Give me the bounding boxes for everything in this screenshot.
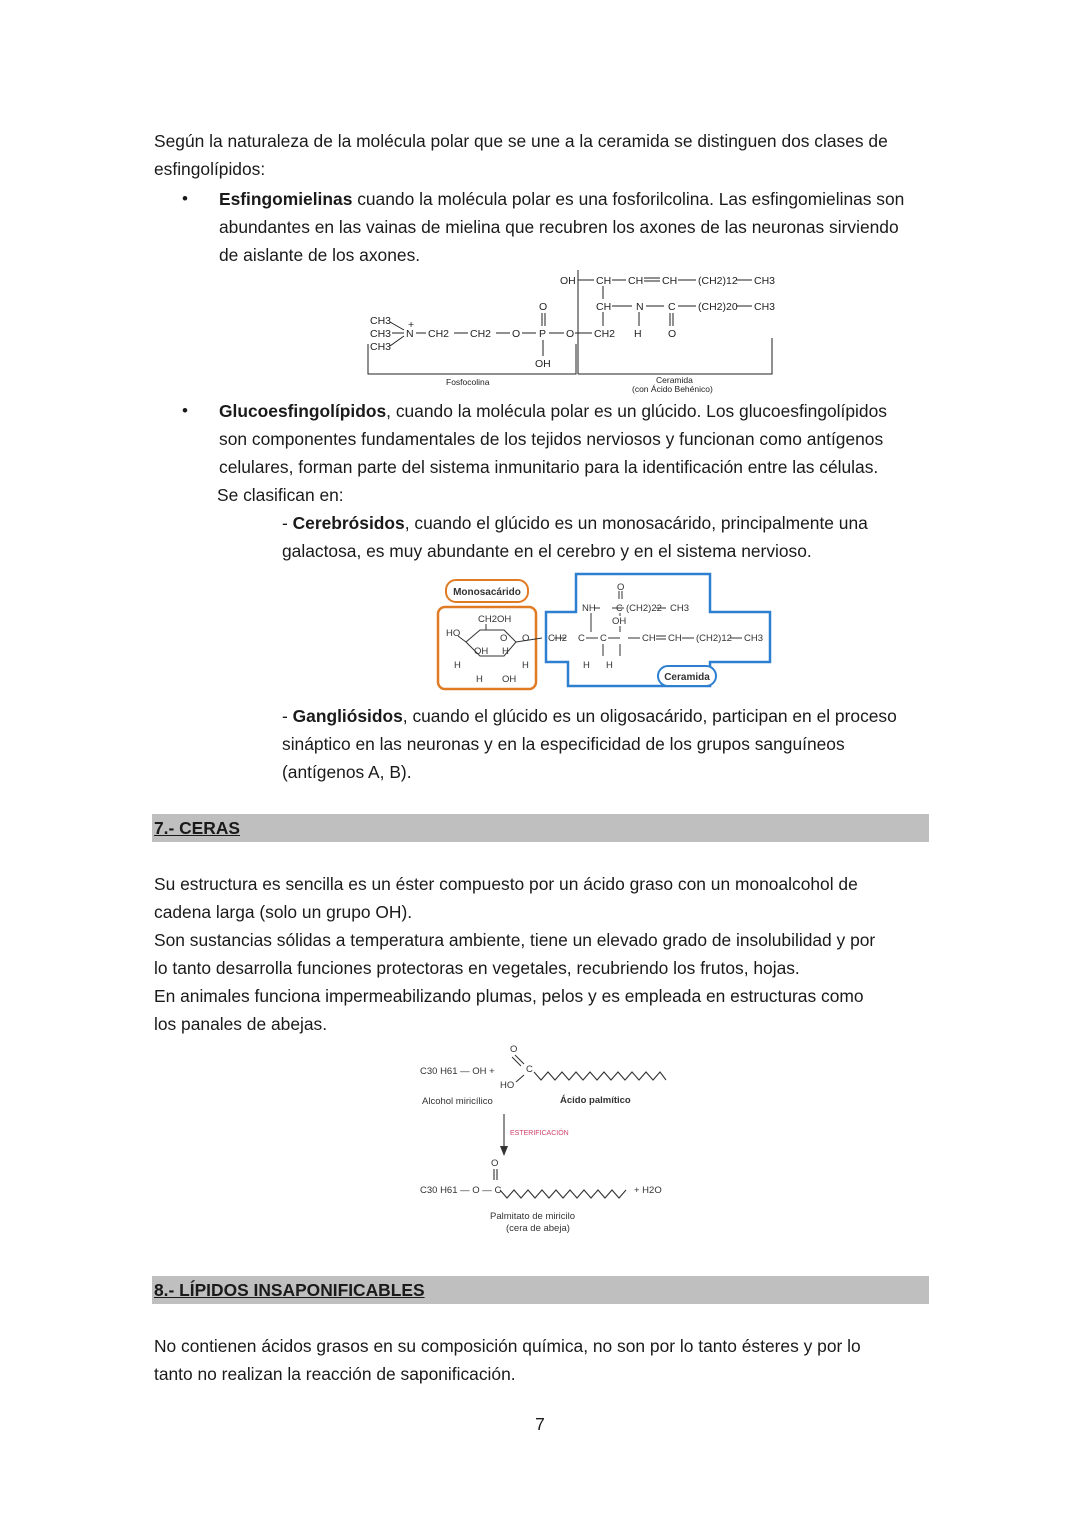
text-line: , cuando el glúcido es un oligosacárido, participan en el proceso xyxy=(402,706,897,726)
atom-label: O xyxy=(512,328,521,340)
atom-label: H xyxy=(606,660,613,671)
atom-label: CH xyxy=(668,633,682,644)
atom-label: CH xyxy=(596,301,612,313)
atom-label: H xyxy=(476,674,483,685)
atom-label: OH xyxy=(535,358,551,370)
atom-label: CH3 xyxy=(754,275,776,287)
atom-label: O xyxy=(539,301,548,313)
atom-label: N xyxy=(406,328,414,340)
ceras-paragraph xyxy=(154,870,929,1038)
text-line: Son sustancias sólidas a temperatura ambiente, tiene un elevado grado de insolubilidad y por xyxy=(154,930,876,950)
text-line: de aislante de los axones. xyxy=(219,245,421,265)
water-label: + H2O xyxy=(634,1185,662,1196)
atom-label: CH3 xyxy=(670,603,690,614)
atom-label: OH xyxy=(474,646,489,657)
atom-label: CH xyxy=(596,275,612,287)
atom-label: CH2 xyxy=(470,328,492,340)
text-line: , cuando la molécula polar es un glúcido. Los glucoesfingolípidos xyxy=(386,401,887,421)
subitem-cerebrosidos xyxy=(154,509,929,565)
atom-label: C xyxy=(600,633,607,644)
atom-label: H xyxy=(522,660,529,671)
atom-label: C xyxy=(668,301,676,313)
atom-label: O xyxy=(522,633,530,644)
acid-label: Ácido palmítico xyxy=(560,1095,631,1106)
text-line: Se clasifican en: xyxy=(217,485,344,505)
atom-label: (CH2)20 xyxy=(698,301,738,313)
monosacarido-label: Monosacárido xyxy=(453,587,521,598)
term-esfingomielinas: Esfingomielinas xyxy=(219,189,353,209)
atom-label: CH xyxy=(662,275,678,287)
alcohol-formula: C30 H61 — OH + xyxy=(420,1066,495,1077)
atom-label: H xyxy=(583,660,590,671)
atom-label: C xyxy=(526,1064,533,1075)
intro-line: Según la naturaleza de la molécula polar que se une a la ceramida se distinguen dos clases de xyxy=(154,131,888,151)
atom-label: N xyxy=(636,301,644,313)
product-sublabel: (cera de abeja) xyxy=(506,1223,570,1234)
section-title: 8.- LÍPIDOS INSAPONIFICABLES xyxy=(154,1280,425,1300)
term-glucoesfingolipidos: Glucoesfingolípidos xyxy=(219,401,387,421)
intro-paragraph xyxy=(154,127,929,183)
atom-label: CH xyxy=(642,633,656,644)
atom-label: HO xyxy=(500,1080,515,1091)
dash: - xyxy=(282,706,293,726)
atom-label: CH3 xyxy=(744,633,764,644)
atom-label: O xyxy=(500,633,508,644)
section-title: 7.- CERAS xyxy=(154,818,241,838)
text-line: tanto no realizan la reacción de saponificación. xyxy=(154,1364,516,1384)
text-line: lo tanto desarrolla funciones protectoras en vegetales, recubriendo los frutos, hojas. xyxy=(154,958,800,978)
ceramida-sublabel: (con Ácido Behénico) xyxy=(632,384,713,394)
atom-label: (CH2)22 xyxy=(626,603,662,614)
text-line: En animales funciona impermeabilizando plumas, pelos y es empleada en estructuras como xyxy=(154,986,864,1006)
term-gangliosidos: Gangliósidos xyxy=(292,706,403,726)
atom-label: CH3 xyxy=(370,341,392,353)
atom-label: CH2OH xyxy=(478,614,512,625)
atom-label: O xyxy=(617,582,625,593)
atom-label: CH2 xyxy=(594,328,616,340)
atom-label: O xyxy=(510,1044,518,1055)
atom-label: CH3 xyxy=(754,301,776,313)
text-line: No contienen ácidos grasos en su composición química, no son por lo tanto ésteres y por lo xyxy=(154,1336,861,1356)
text-line: son componentes fundamentales de los tejidos nerviosos y funcionan como antígenos xyxy=(219,429,884,449)
atom-label: (CH2)12 xyxy=(696,633,732,644)
bullet-glucoesfingolipidos xyxy=(154,397,929,509)
bullet-esfingomielinas xyxy=(154,185,929,269)
insaponificables-paragraph xyxy=(154,1332,929,1388)
reaction-step-label: ESTERIFICACIÓN xyxy=(510,1130,569,1137)
dash: - xyxy=(282,513,293,533)
alcohol-label: Alcohol miricílico xyxy=(422,1096,493,1107)
esterificacion-figure xyxy=(412,1042,682,1242)
atom-label: OH xyxy=(502,674,517,685)
fosfocolina-label: Fosfocolina xyxy=(446,377,490,387)
text-line: , cuando el glúcido es un monosacárido, principalmente una xyxy=(404,513,868,533)
text-line: galactosa, es muy abundante en el cerebro y en el sistema nervioso. xyxy=(282,541,812,561)
atom-label: HO xyxy=(446,628,461,639)
atom-label: C xyxy=(616,603,623,614)
text-line: cadena larga (solo un grupo OH). xyxy=(154,902,413,922)
atom-label: H xyxy=(502,646,509,657)
product-formula: C30 H61 — O — C xyxy=(420,1185,502,1196)
text-line: abundantes en las vainas de mielina que recubren los axones de las neuronas sirviendo xyxy=(219,217,899,237)
atom-label: OH xyxy=(560,275,576,287)
atom-label: OH xyxy=(612,616,627,627)
text-line: sináptico en las neuronas y en la especificidad de los grupos sanguíneos xyxy=(282,734,845,754)
atom-label: O xyxy=(566,328,575,340)
atom-label: CH3 xyxy=(370,328,392,340)
text-line: los panales de abejas. xyxy=(154,1014,328,1034)
atom-label: CH xyxy=(628,275,644,287)
bullet-icon: • xyxy=(182,401,188,420)
cerebrosido-figure xyxy=(436,570,776,692)
atom-label: CH3 xyxy=(370,315,392,327)
atom-label: C xyxy=(578,633,585,644)
term-cerebrosidos: Cerebrósidos xyxy=(292,513,405,533)
text-line: Su estructura es sencilla es un éster compuesto por un ácido graso con un monoalcohol de xyxy=(154,874,858,894)
section-header-lipidos-insaponificables xyxy=(152,1276,929,1304)
intro-line: esfingolípidos: xyxy=(154,159,266,179)
esfingomielina-figure xyxy=(366,266,786,396)
atom-label: NH xyxy=(582,603,596,614)
atom-label: CH2 xyxy=(548,633,568,644)
atom-label: O xyxy=(491,1158,499,1169)
bullet-icon: • xyxy=(182,189,188,208)
ceramida-label: Ceramida xyxy=(664,672,710,683)
atom-label: H xyxy=(454,660,461,671)
section-header-ceras xyxy=(152,814,929,842)
product-label: Palmitato de miricilo xyxy=(490,1211,575,1222)
page-number: 7 xyxy=(535,1414,545,1434)
text-line: cuando la molécula polar es una fosforilcolina. Las esfingomielinas son xyxy=(352,189,905,209)
atom-label: CH2 xyxy=(428,328,450,340)
atom-label: H xyxy=(634,328,642,340)
atom-label: O xyxy=(668,328,677,340)
atom-label: (CH2)12 xyxy=(698,275,738,287)
ceramida-label: Ceramida xyxy=(656,375,693,385)
text-line: celulares, forman parte del sistema inmunitario para la identificación entre las células. xyxy=(219,457,879,477)
subitem-gangliosidos xyxy=(154,702,929,786)
text-line: (antígenos A, B). xyxy=(282,762,412,782)
atom-label: P xyxy=(539,328,547,340)
atom-label: + xyxy=(408,319,415,331)
